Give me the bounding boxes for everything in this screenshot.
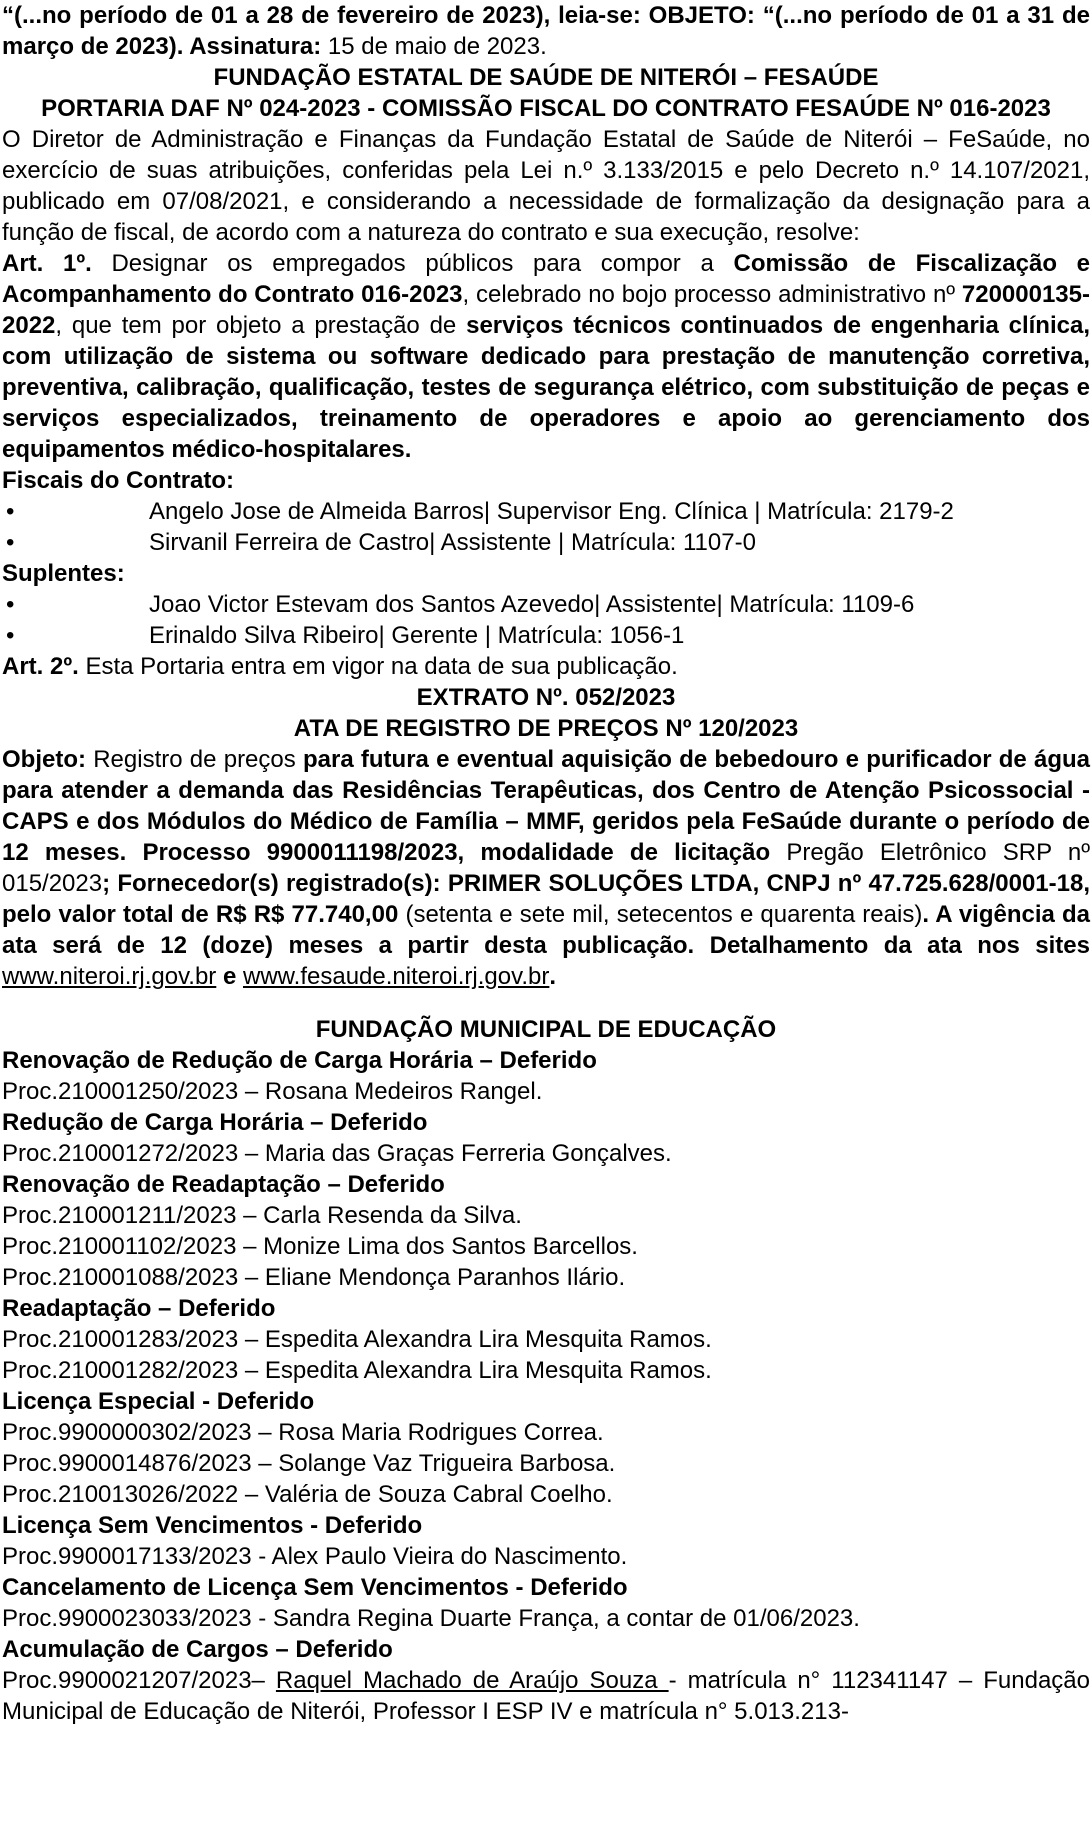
bullet-icon: • xyxy=(6,591,15,618)
suplentes-list xyxy=(2,589,1090,651)
fme-section xyxy=(2,1293,1090,1386)
extrato-text-2: Pregão Eletrônico SRP nº 015/2023 xyxy=(2,839,1091,897)
fiscais-list xyxy=(2,496,1090,558)
article-1-process-number: 720000135-2022 xyxy=(2,281,1090,339)
signature-label: Assinatura: xyxy=(189,33,322,60)
extrato-text-3: (setenta e sete mil, setecentos e quarenta reais) xyxy=(398,901,923,928)
process-line: Proc.210001211/2023 – Carla Resenda da Silva. xyxy=(2,1202,522,1229)
fme-heading: FUNDAÇÃO MUNICIPAL DE EDUCAÇÃO xyxy=(315,1016,777,1043)
signature-date: 15 de maio de 2023. xyxy=(321,33,547,60)
suplente-entry: Erinaldo Silva Ribeiro| Gerente | Matrícula: 1056-1 xyxy=(149,622,685,649)
section-title: Cancelamento de Licença Sem Vencimentos - Deferido xyxy=(2,1574,628,1601)
extrato-and: e xyxy=(216,963,243,990)
process-line: Proc.9900023033/2023 - Sandra Regina Duarte França, a contar de 01/06/2023. xyxy=(2,1605,860,1632)
process-line: Proc.9900000302/2023 – Rosa Maria Rodrigues Correa. xyxy=(2,1419,604,1446)
article-1-text-1: Designar os empregados públicos para compor a xyxy=(91,250,734,277)
process-line: Proc.210013026/2022 – Valéria de Souza Cabral Coelho. xyxy=(2,1481,613,1508)
process-line: Proc.210001088/2023 – Eliane Mendonça Paranhos Ilário. xyxy=(2,1264,626,1291)
article-1-label: Art. 1º. xyxy=(2,250,92,277)
section-title: Renovação de Redução de Carga Horária – Deferido xyxy=(2,1047,597,1074)
acumulacao-rest: - matrícula n° 112341147 – Fundação Municipal de Educação de Niterói, Professor I ESP IV e matrícula n° 5.013.213- xyxy=(2,1667,1090,1725)
acumulacao-name: Raquel Machado de Araújo Souza xyxy=(275,1667,669,1694)
portaria-preamble: O Diretor de Administração e Finanças da Fundação Estatal de Saúde de Niterói – FeSaúde, no exercício de suas atribuições, conferidas pela Lei n.º 3.133/2015 e pelo Decreto n.º 14.107/2021, publicado em 07/08/2021, e considerando a necessidade de formalização da designação para a função de fiscal, de acordo com a natureza do contrato e sua execução, resolve: xyxy=(2,126,1090,246)
process-line: Proc.210001272/2023 – Maria das Graças Ferreria Gonçalves. xyxy=(2,1140,672,1167)
fiscais-label: Fiscais do Contrato: xyxy=(2,467,235,494)
extrato-bold-2: ; Fornecedor(s) registrado(s): PRIMER SOLUÇÕES LTDA, CNPJ nº 47.725.628/0001-18, pelo valor total de R$ R$ 77.740,00 xyxy=(2,870,1090,928)
process-line: Proc.210001283/2023 – Espedita Alexandra Lira Mesquita Ramos. xyxy=(2,1326,712,1353)
portaria-title-heading: PORTARIA DAF Nº 024-2023 - COMISSÃO FISCAL DO CONTRATO FESAÚDE Nº 016-2023 xyxy=(41,95,1051,122)
fesaude-site-link[interactable]: www.fesaude.niteroi.rj.gov.br xyxy=(242,963,550,990)
acumulacao-prefix: Proc.9900021207/2023– xyxy=(2,1667,276,1694)
extrato-text-1: Registro de preços xyxy=(86,746,303,773)
bullet-icon: • xyxy=(6,622,15,649)
portaria-article-2 xyxy=(2,651,1090,682)
bullet-icon: • xyxy=(6,498,15,525)
fme-section xyxy=(2,1386,1090,1510)
article-1-text-2: , celebrado no bojo processo administrativo nº xyxy=(462,281,962,308)
section-title: Acumulação de Cargos – Deferido xyxy=(2,1636,393,1663)
ata-heading: ATA DE REGISTRO DE PREÇOS Nº 120/2023 xyxy=(293,715,799,742)
niteroi-site-link[interactable]: www.niteroi.rj.gov.br xyxy=(2,963,217,990)
article-1-object: serviços técnicos continuados de engenharia clínica, com utilização de sistema ou software dedicado para prestação de manutenção corretiva, preventiva, calibração, qualificação, testes de segurança elétrico, com substituição de peças e serviços especializados, treinamento de operadores e apoio ao gerenciamento dos equipamentos médico-hospitalares. xyxy=(2,312,1090,463)
extrato-bold-3: . A vigência da ata será de 12 (doze) meses a partir desta publicação. Detalhamento da ata nos sites xyxy=(2,901,1091,959)
list-item xyxy=(2,496,1090,527)
fme-section xyxy=(2,1510,1090,1572)
fiscal-entry: Angelo Jose de Almeida Barros| Supervisor Eng. Clínica | Matrícula: 2179-2 xyxy=(149,498,954,525)
fme-section xyxy=(2,1634,1090,1727)
portaria-institution-heading: FUNDAÇÃO ESTATAL DE SAÚDE DE NITERÓI – FESAÚDE xyxy=(213,64,879,91)
fme-section xyxy=(2,1572,1090,1634)
extrato-bold-1: para futura e eventual aquisição de bebedouro e purificador de água para atender a demanda das Residências Terapêuticas, dos Centro de Atenção Psicossocial - CAPS e dos Módulos do Médico de Família – MMF, geridos pela FeSaúde durante o período de 12 meses. Processo 9900011198/2023, modalidade de licitação xyxy=(2,746,1090,866)
extrato-end: . xyxy=(549,963,557,990)
process-line: Proc.9900014876/2023 – Solange Vaz Trigueira Barbosa. xyxy=(2,1450,616,1477)
fme-section xyxy=(2,1107,1090,1169)
intro-paragraph xyxy=(2,0,1090,62)
article-1-commission: Comissão de Fiscalização e Acompanhamento do Contrato 016-2023 xyxy=(2,250,1091,308)
extrato-heading: EXTRATO Nº. 052/2023 xyxy=(416,684,676,711)
process-line: Proc.210001250/2023 – Rosana Medeiros Rangel. xyxy=(2,1078,543,1105)
section-title: Redução de Carga Horária – Deferido xyxy=(2,1109,428,1136)
objeto-label: Objeto: xyxy=(2,746,86,773)
list-item xyxy=(2,527,1090,558)
process-line: Proc.210001282/2023 – Espedita Alexandra Lira Mesquita Ramos. xyxy=(2,1357,712,1384)
article-2-label: Art. 2º. xyxy=(2,653,79,680)
fme-section xyxy=(2,1169,1090,1293)
section-title: Licença Especial - Deferido xyxy=(2,1388,315,1415)
article-1-text-3: , que tem por objeto a prestação de xyxy=(55,312,467,339)
extrato-paragraph xyxy=(2,744,1090,992)
section-title: Licença Sem Vencimentos - Deferido xyxy=(2,1512,423,1539)
bullet-icon: • xyxy=(6,529,15,556)
process-line: Proc.9900017133/2023 - Alex Paulo Vieira do Nascimento. xyxy=(2,1543,628,1570)
list-item xyxy=(2,620,1090,651)
suplente-entry: Joao Victor Estevam dos Santos Azevedo| Assistente| Matrícula: 1109-6 xyxy=(149,591,915,618)
section-title: Readaptação – Deferido xyxy=(2,1295,276,1322)
fiscal-entry: Sirvanil Ferreira de Castro| Assistente | Matrícula: 1107-0 xyxy=(149,529,756,556)
list-item xyxy=(2,589,1090,620)
process-line: Proc.210001102/2023 – Monize Lima dos Santos Barcellos. xyxy=(2,1233,638,1260)
portaria-article-1 xyxy=(2,248,1090,465)
intro-bold-text: “(...no período de 01 a 28 de fevereiro de 2023), leia-se: OBJETO: “(...no período de 01 a 31 de março de 2023). xyxy=(2,2,1090,60)
article-2-text: Esta Portaria entra em vigor na data de sua publicação. xyxy=(78,653,678,680)
suplentes-label: Suplentes: xyxy=(2,560,125,587)
process-line xyxy=(2,1665,1090,1727)
section-title: Renovação de Readaptação – Deferido xyxy=(2,1171,445,1198)
fme-section xyxy=(2,1045,1090,1107)
